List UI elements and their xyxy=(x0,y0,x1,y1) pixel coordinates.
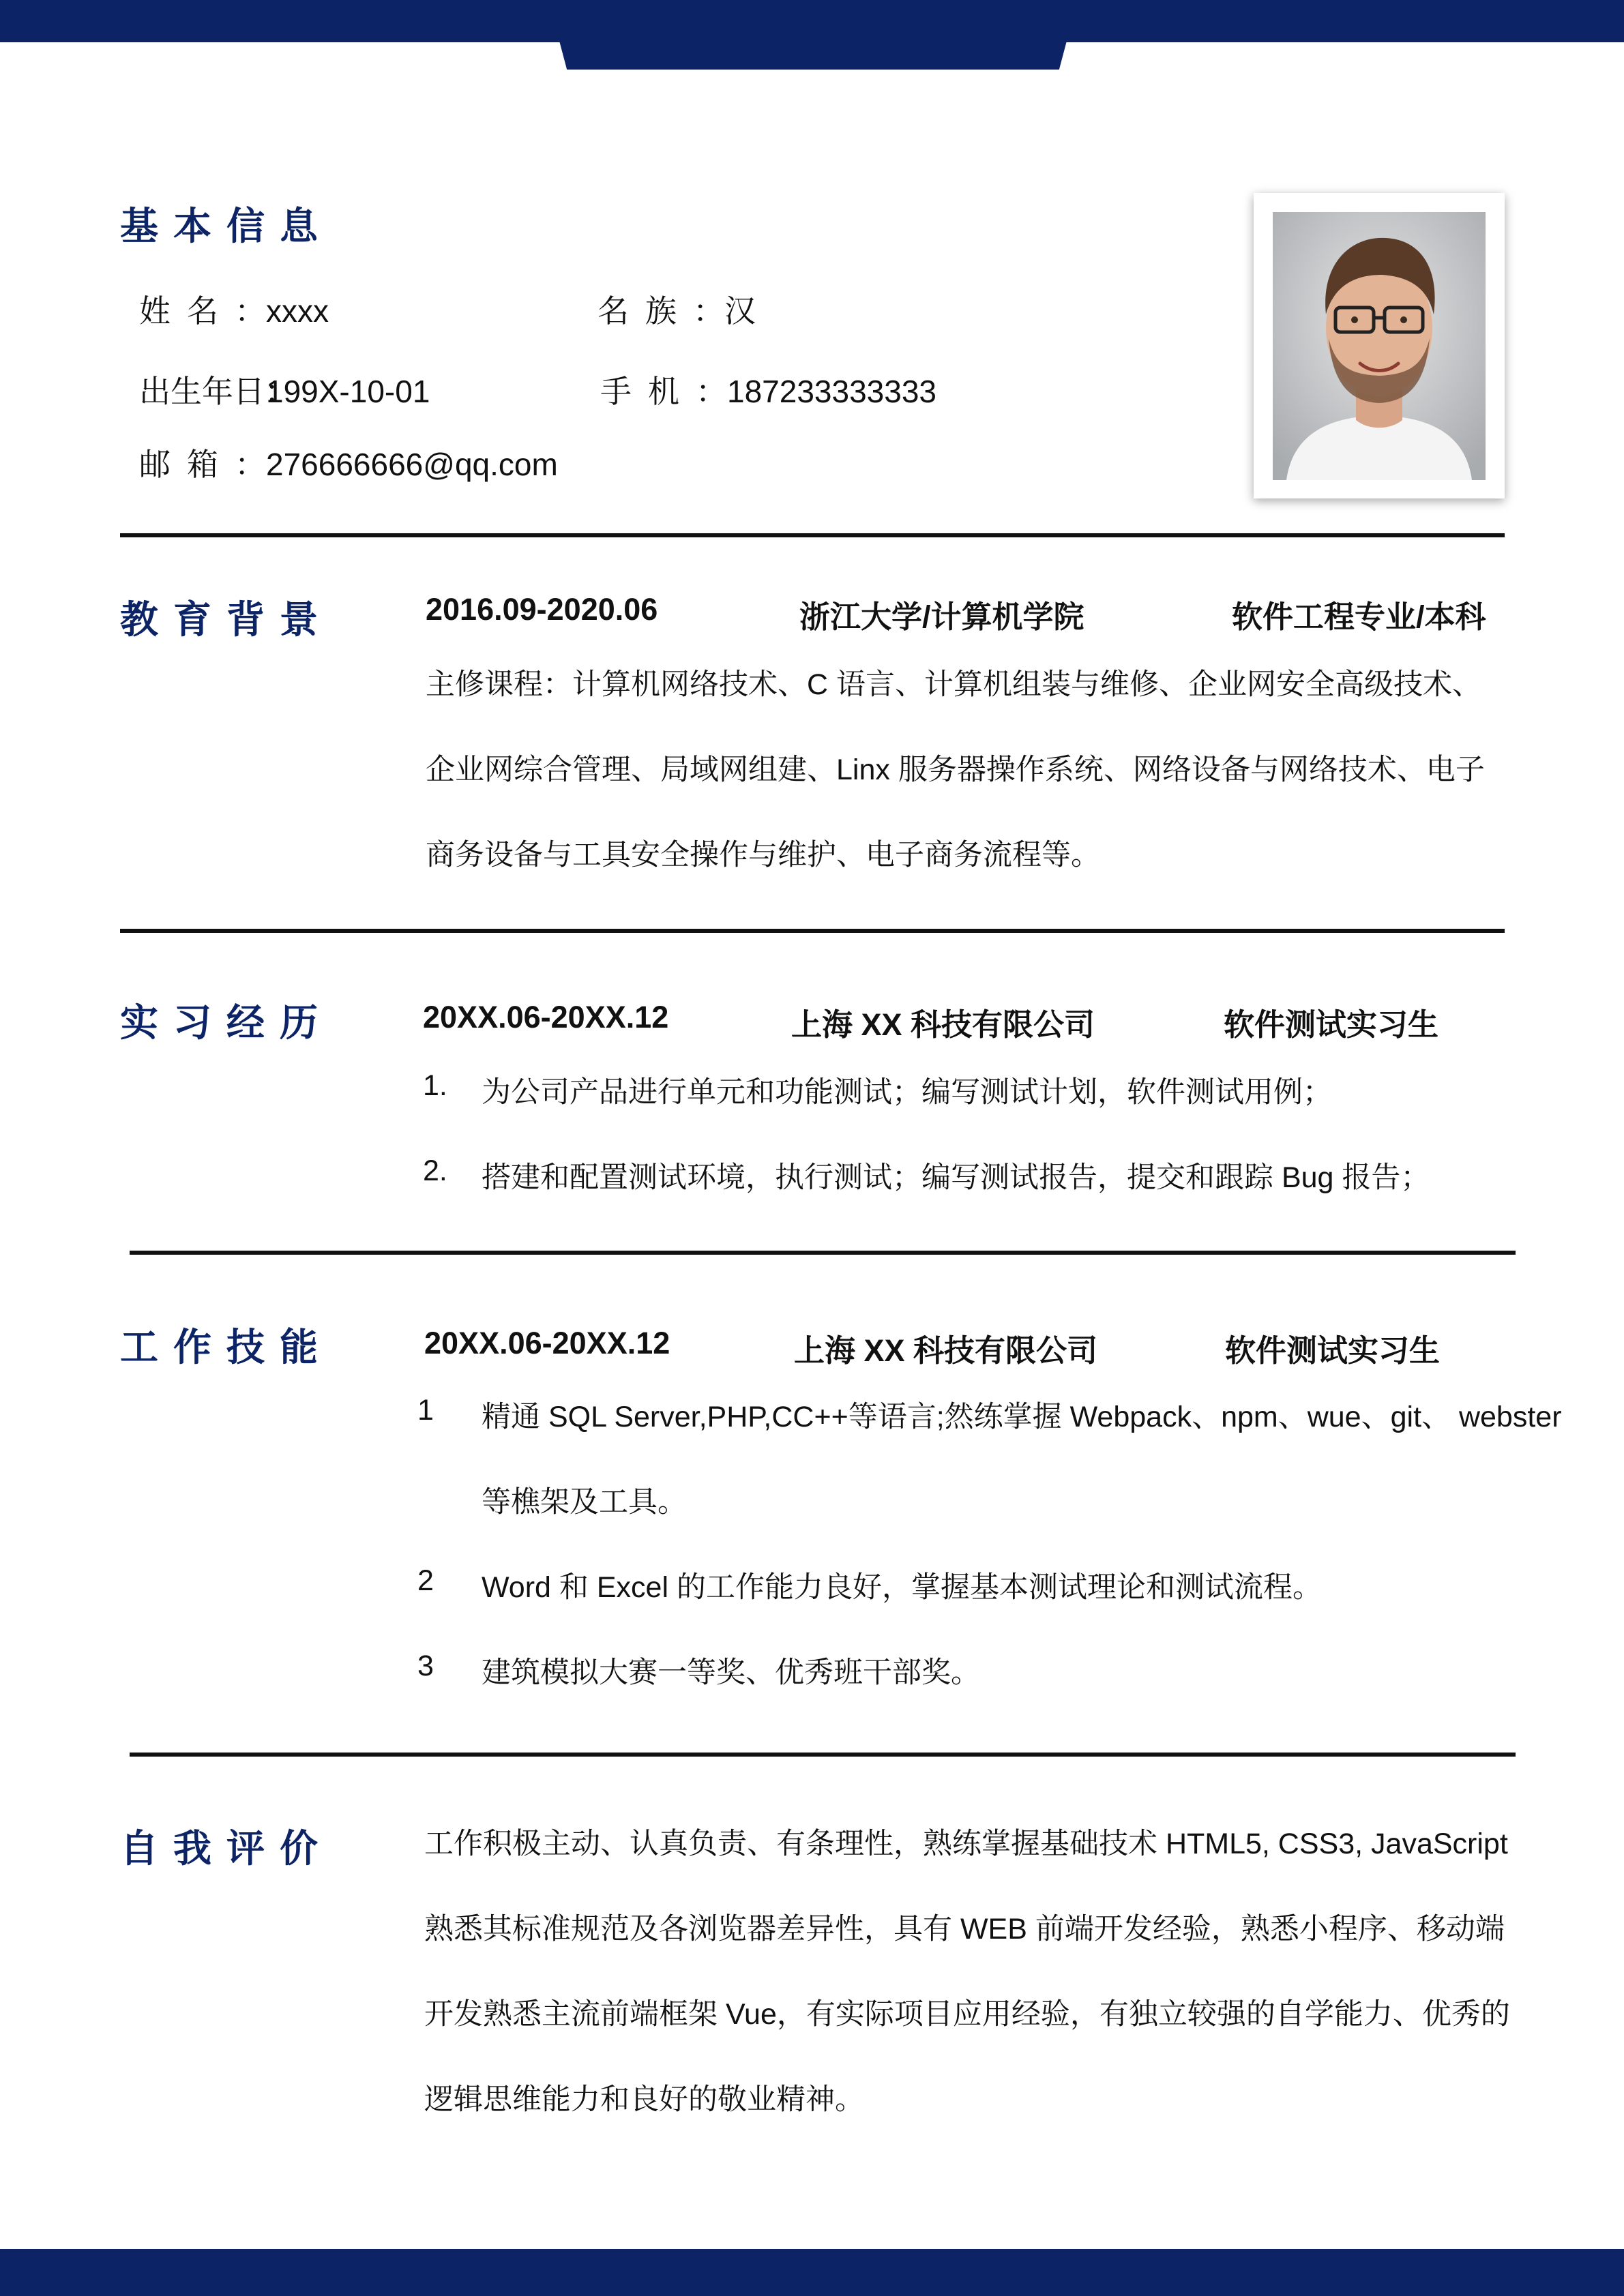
phone-row xyxy=(600,367,936,412)
skills-item-num: 3 xyxy=(417,1650,434,1682)
ethnicity-value: 汉 xyxy=(724,293,756,329)
education-courses: 主修课程：计算机网络技术、C 语言、计算机组装与维修、企业网安全高级技术、企业网综合管理、局域网组建、Linx 服务器操作系统、网络设备与网络技术、电子商务设备与工具安全操作与维护、电子商务流程等。 xyxy=(426,668,1485,871)
email-value: 276666666@qq.com xyxy=(266,447,558,482)
photo-frame xyxy=(1254,193,1505,498)
bottom-banner xyxy=(0,2249,1624,2296)
education-school: 浙江大学/计算机学院 xyxy=(799,599,1084,634)
education-major: 软件工程专业/本科 xyxy=(1232,599,1486,634)
skills-item-num: 1 xyxy=(417,1394,434,1427)
divider-4 xyxy=(130,1753,1516,1757)
skills-item-text-cont: 等樵架及工具。 xyxy=(482,1486,687,1519)
phone-value: 187233333333 xyxy=(727,374,936,409)
skills-item-num: 2 xyxy=(417,1564,434,1597)
skills-item-text: 建筑模拟大赛一等奖、优秀班干部奖。 xyxy=(482,1656,980,1689)
birth-label: 出生年日： xyxy=(139,374,296,409)
divider-3 xyxy=(130,1251,1516,1255)
portrait-photo xyxy=(1273,212,1486,480)
email-row xyxy=(139,440,558,485)
internship-item-text: 搭建和配置测试环境，执行测试；编写测试报告，提交和跟踪 Bug 报告； xyxy=(482,1161,1430,1194)
birth-value: 199X-10-01 xyxy=(266,374,430,409)
top-banner-tab xyxy=(559,41,1067,70)
birth-row xyxy=(139,367,430,412)
divider-1 xyxy=(120,533,1505,537)
phone-label: 手机： xyxy=(600,374,727,409)
portrait-illustration xyxy=(1273,212,1486,480)
internship-item-text: 为公司产品进行单元和功能测试；编写测试计划，软件测试用例； xyxy=(482,1076,1332,1109)
skills-role: 软件测试实习生 xyxy=(1225,1333,1441,1368)
section-title-self: 自我评价 xyxy=(120,1827,333,1870)
name-row xyxy=(139,286,329,331)
section-title-education: 教育背景 xyxy=(120,598,333,641)
skills-item-text: 精通 SQL Server,PHP,CC++等语言;然练掌握 Webpack、npm、wue、git、 webster xyxy=(482,1401,1562,1433)
name-value: xxxx xyxy=(266,293,329,329)
section-title-basic: 基本信息 xyxy=(120,205,333,248)
name-label: 姓名： xyxy=(139,293,266,329)
skills-company: 上海 XX 科技有限公司 xyxy=(794,1333,1098,1368)
ethnicity-label: 名族： xyxy=(597,293,724,329)
education-period: 2016.09-2020.06 xyxy=(426,592,658,627)
email-label: 邮箱： xyxy=(139,447,266,482)
internship-item-num: 1. xyxy=(423,1069,447,1102)
divider-2 xyxy=(120,929,1505,933)
internship-role: 软件测试实习生 xyxy=(1224,1007,1439,1042)
skills-item-text: Word 和 Excel 的工作能力良好，掌握基本测试理论和测试流程。 xyxy=(482,1571,1322,1604)
top-banner xyxy=(0,0,1624,42)
self-evaluation-text: 工作积极主动、认真负责、有条理性，熟练掌握基础技术 HTML5, CSS3, JavaScript 熟悉其标准规范及各浏览器差异性，具有 WEB 前端开发经验，熟悉小程序、移动端开发熟悉主流前端框架 Vue，有实际项目应用经验，有独立较强的自学能力、优秀的逻辑思维能力和良好的敬业精神。 xyxy=(424,1828,1510,2116)
section-title-internship: 实习经历 xyxy=(120,1001,333,1044)
ethnicity-row xyxy=(597,286,756,331)
internship-period: 20XX.06-20XX.12 xyxy=(423,1000,669,1034)
internship-item-num: 2. xyxy=(423,1154,447,1187)
internship-company: 上海 XX 科技有限公司 xyxy=(791,1007,1095,1042)
section-title-skills: 工作技能 xyxy=(120,1326,333,1369)
skills-period: 20XX.06-20XX.12 xyxy=(424,1326,670,1360)
